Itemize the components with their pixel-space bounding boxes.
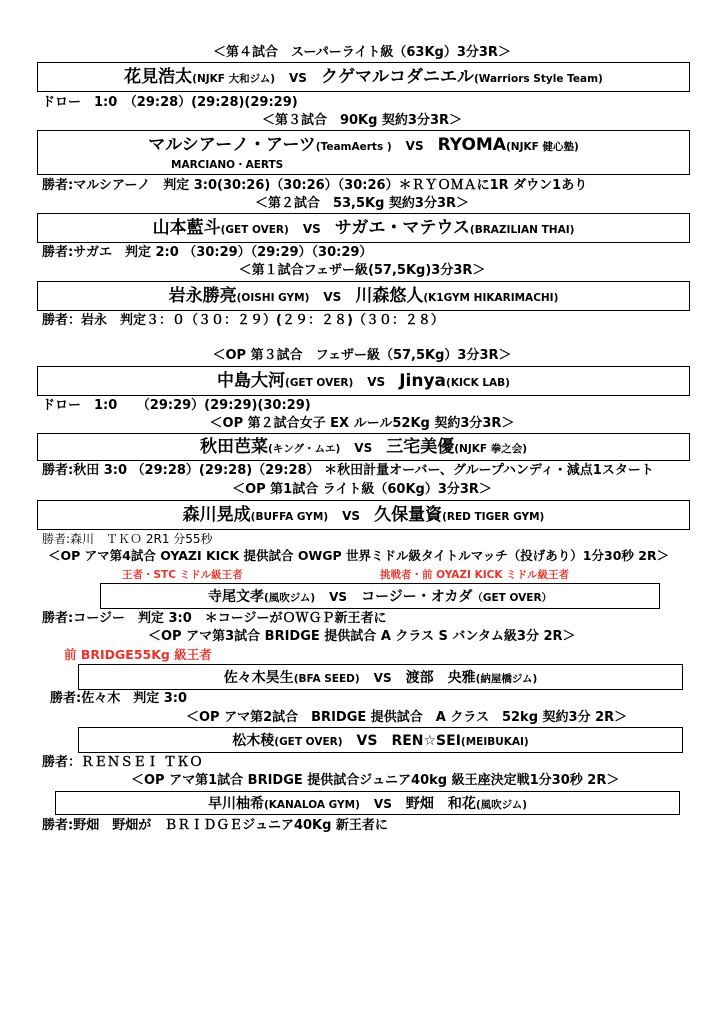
bout-result: 勝者:野畑 野畑が ＢＲＩＤＧＥジュニア40Kg 新王者に — [42, 818, 388, 833]
fighter-1-name: 中島大河 — [217, 371, 286, 391]
matchup-box — [55, 791, 680, 815]
bout-header: ＜OP 第1試合 ライト級（60Kg）3分3R＞ — [232, 482, 492, 497]
fighter-1-title-note: 王者・STC ミドル級王者 — [122, 569, 243, 581]
fighter-2-name: サガエ・マテウス — [334, 218, 470, 238]
vs-label: VS — [356, 733, 378, 749]
vs-label: VS — [342, 509, 361, 523]
fighter-2-gym: (KICK LAB) — [446, 377, 510, 389]
fighter-2-title-note: 挑戦者・前 OYAZI KICK ミドル級王者 — [380, 569, 570, 581]
bout-result: 勝者:サガエ 判定 2:0 （30:29）（29:29）（30:29） — [42, 245, 373, 260]
fighter-2-name: 川森悠人 — [355, 286, 424, 306]
matchup-box — [37, 62, 690, 92]
fighter-1-gym: (OISHI GYM) — [236, 292, 310, 304]
fighter-1-name: 花見浩太 — [124, 67, 193, 87]
bout-result: 勝者:佐々木 判定 3:0 — [50, 691, 188, 706]
fighter-1-name: 佐々木昊生 — [223, 670, 294, 686]
vs-label: VS — [367, 375, 386, 389]
fighter-1-alias: MARCIANO・AERTS — [171, 159, 284, 171]
fighter-1-gym: (BFA SEED) — [293, 673, 360, 685]
matchup-box — [37, 433, 690, 461]
fighter-1-gym: (GET OVER) — [285, 377, 354, 389]
bout-header: ＜第１試合フェザー級(57,5Kg)3分3R＞ — [238, 263, 486, 278]
fighter-1-gym: (KANALOA GYM) — [263, 799, 360, 811]
fighter-1-gym: (風吹ジム) — [263, 592, 316, 604]
fighter-1-name: 山本藍斗 — [152, 218, 221, 238]
fighter-2-gym: (MEIBUKAI) — [460, 736, 529, 748]
matchup-box — [37, 213, 690, 243]
fighter-1-gym: (TeamAerts ) — [315, 141, 392, 153]
fighter-1-name: 松木稜 — [232, 733, 275, 749]
fighter-2-gym: (NJKF 健心塾) — [505, 141, 579, 153]
bout-header: ＜OP アマ第1試合 BRIDGE 提供試合ジュニア40kg 級王座決定戦1分30秒 2R＞ — [131, 773, 620, 788]
vs-label: VS — [302, 222, 321, 236]
bout-header: ＜第３試合 90Kg 契約3分3R＞ — [261, 113, 463, 128]
bout-result: 勝者:森川 ＴＫＯ 2R1 分55秒 — [42, 532, 213, 546]
fighter-2-gym: (NJKF 拳之会) — [454, 443, 527, 455]
fighter-1-gym: (GET OVER) — [274, 736, 343, 748]
fighter-2-gym: (K1GYM HIKARIMACHI) — [423, 292, 559, 304]
fighter-2-name: 渡部 央雅 — [405, 670, 476, 686]
matchup-box — [78, 664, 683, 690]
fighter-1-gym: (NJKF 大和ジム) — [192, 73, 276, 85]
fighter-1-gym: (キング・ムエ) — [268, 443, 341, 455]
fighter-1-title-note: 前 BRIDGE55Kg 級王者 — [64, 647, 212, 662]
vs-label: VS — [373, 797, 392, 811]
fighter-2-name: コージー・オカダ — [361, 589, 473, 605]
fighter-2-name: 三宅美優 — [386, 437, 455, 457]
fighter-2-gym: (納屋橋ジム) — [475, 673, 538, 685]
fighter-2-name: クゲマルコダニエル — [320, 67, 474, 87]
bout-header: ＜第４試合 スーパーライト級（63Kg）3分3R＞ — [213, 45, 511, 60]
bout-header: ＜OP 第３試合 フェザー級（57,5Kg）3分3R＞ — [212, 348, 512, 363]
fighter-2-gym: (風吹ジム) — [475, 799, 528, 811]
bout-header: ＜OP アマ第3試合 BRIDGE 提供試合 A クラス S バンタム級3分 2R＞ — [148, 629, 576, 644]
bout-result: 勝者:秋田 3:0 （29:28）(29:28)（29:28） ＊秋田計量オーバー、グループハンディ・減点1スタート — [42, 463, 654, 478]
vs-label: VS — [329, 590, 348, 604]
fighter-1-name: 寺尾文孝 — [207, 589, 264, 605]
fighter-2-gym: (RED TIGER GYM) — [442, 511, 545, 523]
bout-result: ドロー 1:0 （29:28）(29:28)(29:29) — [42, 95, 298, 110]
bout-result: 勝者:マルシアーノ 判定 3:0(30:26)（30:26）（30:26）＊ＲＹＯＭＡに1R ダウン1あり — [42, 178, 588, 193]
vs-label: VS — [289, 71, 307, 85]
fighter-2-gym: (BRAZILIAN THAI) — [469, 224, 575, 236]
bout-header: ＜OP アマ第4試合 OYAZI KICK 提供試合 OWGP 世界ミドル級タイトルマッチ（投げあり）1分30秒 2R＞ — [48, 548, 670, 563]
fighter-1-name: 森川晃成 — [182, 505, 251, 525]
fighter-2-name: RYOMA — [437, 135, 506, 155]
fighter-2-name: Jinya — [399, 371, 447, 391]
fighter-1-name: マルシアーノ・アーツ — [148, 135, 316, 155]
fighter-1-gym: (BUFFA GYM) — [250, 511, 329, 523]
matchup-box — [78, 727, 683, 753]
fighter-1-name: 早川柚希 — [207, 796, 264, 812]
bout-header: ＜第２試合 53,5Kg 契約3分3R＞ — [254, 196, 470, 211]
fighter-2-gym: (Warriors Style Team) — [473, 73, 603, 85]
vs-label: VS — [373, 671, 392, 685]
fighter-2-name: 久保量資 — [374, 505, 443, 525]
matchup-box — [37, 366, 690, 396]
matchup-box — [37, 500, 690, 530]
matchup-box — [37, 130, 690, 175]
fighter-1-name: 岩永勝亮 — [168, 286, 237, 306]
bout-result: 勝者：ＲＥＮＳＥＩ ＴＫＯ — [42, 755, 203, 770]
fighter-2-gym: （GET OVER） — [472, 592, 553, 604]
vs-label: VS — [323, 290, 342, 304]
bout-result: ドロー 1:0 （29:29）(29:29)(30:29) — [42, 398, 311, 413]
vs-label: VS — [405, 139, 424, 153]
vs-label: VS — [354, 441, 373, 455]
bout-header: ＜OP 第２試合女子 EX ルール52Kg 契約3分3R＞ — [209, 416, 515, 431]
fighter-2-name: 野畑 和花 — [405, 796, 476, 812]
fighter-1-name: 秋田芭菜 — [200, 437, 268, 457]
matchup-box — [37, 281, 690, 311]
bout-header: ＜OP アマ第2試合 BRIDGE 提供試合 A クラス 52kg 契約3分 2R＞ — [186, 710, 628, 725]
bout-result: 勝者:コージー 判定 3:0 ＊コージーがＯＷＧＰ新王者に — [42, 611, 387, 626]
bout-result: 勝者：岩永 判定３：０（３０：２９）(２９：２８)（３０：２８） — [42, 313, 444, 328]
fighter-1-gym: (GET OVER) — [220, 224, 289, 236]
fighter-2-name: REN☆SEI — [391, 733, 461, 749]
matchup-box — [100, 583, 660, 609]
